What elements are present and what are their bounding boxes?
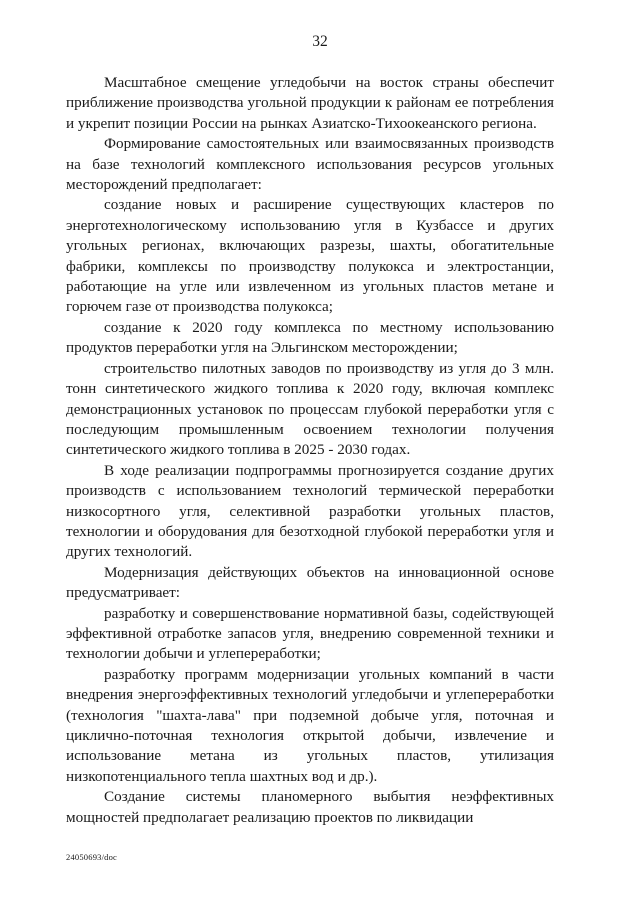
paragraph: создание к 2020 году комплекса по местному использованию продуктов переработки угля на Эльгинском месторождении; [66,318,554,357]
paragraph: разработку и совершенствование нормативной базы, содействующей эффективной отработке запасов угля, внедрению современной техники и технологии добычи и углепереработки; [66,604,554,663]
paragraph: строительство пилотных заводов по производству из угля до 3 млн. тонн синтетического жидкого топлива к 2020 году, включая комплекс демонстрационных установок по процессам глубокой переработки угля с последующим промышленным освоением технологии получения синтетического жидкого топлива в 2025 - 2030 годах. [66,359,554,459]
document-footer-code: 24050693/doc [66,852,118,862]
paragraph: создание новых и расширение существующих кластеров по энерготехнологическому использованию угля в Кузбассе и других угольных регионах, включающих разрезы, шахты, обогатительные фабрики, комплексы по производству полукокса и электростанции, работающие на угле или извлеченном из угольных пластов метане и горючем газе от производства полукокса; [66,196,554,316]
document-body [66,73,554,828]
paragraph: разработку программ модернизации угольных компаний в части внедрения энергоэффективных технологий угледобычи и углепереработки (технология "шахта-лава" при подземной добыче угля, поточная и циклично-поточная технология открытой добычи, извлечение и использование метана из угольных пластов, утилизация низкопотенциального тепла шахтных вод и др.). [66,665,554,785]
paragraph: Масштабное смещение угледобычи на восток страны обеспечит приближение производства угольной продукции к районам ее потребления и укрепит позиции России на рынках Азиатско-Тихоокеанского региона. [66,74,554,132]
page-number: 32 [312,33,328,50]
paragraph: Создание системы планомерного выбытия неэффективных мощностей предполагает реализацию проектов по ликвидации [66,788,554,826]
paragraph: Модернизация действующих объектов на инновационной основе предусматривает: [66,563,554,602]
paragraph: Формирование самостоятельных или взаимосвязанных производств на базе технологий комплексного использования ресурсов угольных месторождений предполагает: [66,135,554,194]
paragraph: В ходе реализации подпрограммы прогнозируется создание других производств с использованием технологий термической переработки низкосортного угля, селективной разработки угольных пластов, технологии и оборудования для безотходной глубокой переработки угля и других технологий. [66,461,554,561]
